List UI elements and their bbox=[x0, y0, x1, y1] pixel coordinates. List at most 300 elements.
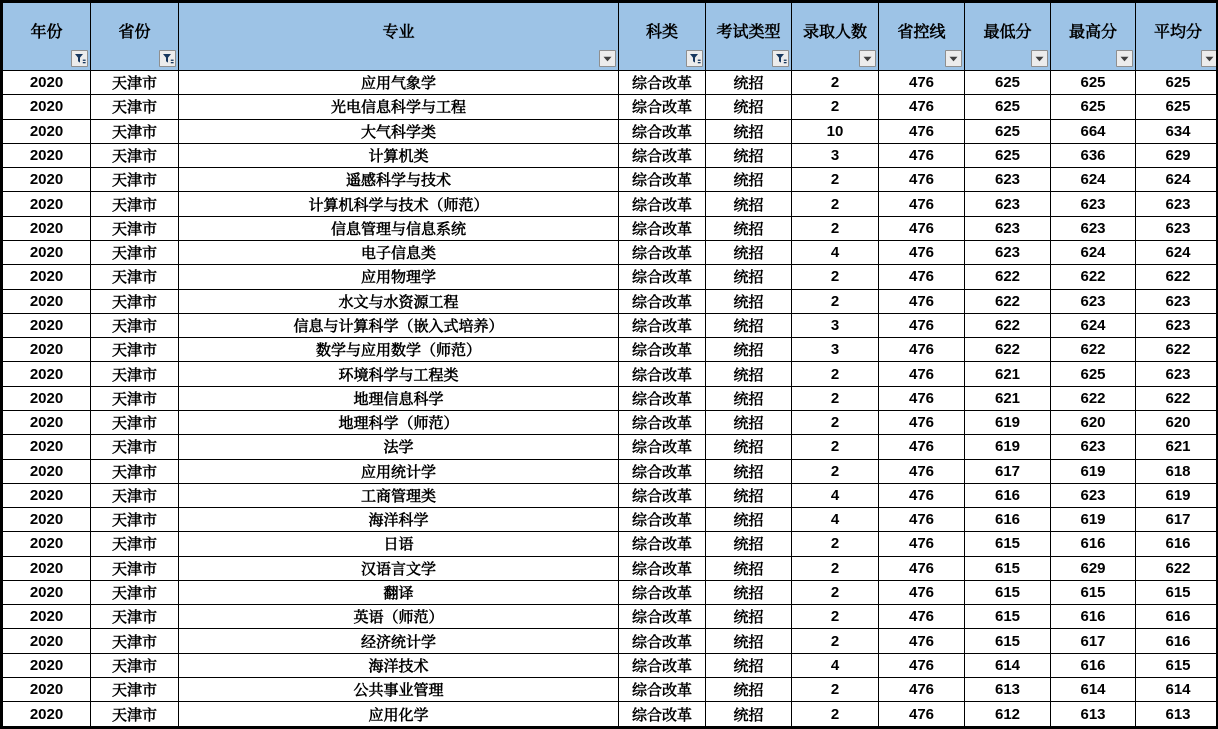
cell-admitted-count[interactable]: 2 bbox=[792, 556, 879, 580]
cell-province-control-line[interactable]: 476 bbox=[879, 629, 965, 653]
cell-major[interactable]: 应用气象学 bbox=[179, 71, 619, 95]
cell-province[interactable]: 天津市 bbox=[91, 71, 179, 95]
cell-exam-type[interactable]: 统招 bbox=[706, 168, 792, 192]
cell-subject-category[interactable]: 综合改革 bbox=[619, 119, 706, 143]
cell-min-score[interactable]: 623 bbox=[965, 168, 1051, 192]
cell-exam-type[interactable]: 统招 bbox=[706, 532, 792, 556]
cell-max-score[interactable]: 624 bbox=[1051, 240, 1136, 264]
cell-avg-score[interactable]: 623 bbox=[1136, 216, 1218, 240]
cell-subject-category[interactable]: 综合改革 bbox=[619, 410, 706, 434]
cell-max-score[interactable]: 619 bbox=[1051, 459, 1136, 483]
cell-avg-score[interactable]: 625 bbox=[1136, 71, 1218, 95]
cell-max-score[interactable]: 615 bbox=[1051, 580, 1136, 604]
cell-subject-category[interactable]: 综合改革 bbox=[619, 386, 706, 410]
cell-avg-score[interactable]: 617 bbox=[1136, 508, 1218, 532]
cell-min-score[interactable]: 623 bbox=[965, 192, 1051, 216]
cell-max-score[interactable]: 622 bbox=[1051, 386, 1136, 410]
column-header-label: 最低分 bbox=[983, 24, 1032, 41]
table-row bbox=[3, 71, 1218, 95]
cell-province-control-line[interactable]: 476 bbox=[879, 580, 965, 604]
cell-max-score[interactable]: 625 bbox=[1051, 362, 1136, 386]
cell-province-control-line[interactable]: 476 bbox=[879, 119, 965, 143]
cell-year[interactable]: 2020 bbox=[3, 216, 91, 240]
table-row bbox=[3, 168, 1218, 192]
table-body bbox=[3, 71, 1218, 727]
cell-max-score[interactable]: 625 bbox=[1051, 71, 1136, 95]
cell-admitted-count[interactable]: 2 bbox=[792, 95, 879, 119]
cell-subject-category[interactable]: 综合改革 bbox=[619, 265, 706, 289]
cell-subject-category[interactable]: 综合改革 bbox=[619, 605, 706, 629]
cell-major[interactable]: 工商管理类 bbox=[179, 483, 619, 507]
cell-avg-score[interactable]: 629 bbox=[1136, 143, 1218, 167]
year-filter-button[interactable] bbox=[71, 50, 88, 67]
cell-province[interactable]: 天津市 bbox=[91, 653, 179, 677]
cell-province[interactable]: 天津市 bbox=[91, 580, 179, 604]
cell-admitted-count[interactable]: 2 bbox=[792, 410, 879, 434]
cell-max-score[interactable]: 625 bbox=[1051, 95, 1136, 119]
cell-admitted-count[interactable]: 2 bbox=[792, 629, 879, 653]
cell-province[interactable]: 天津市 bbox=[91, 192, 179, 216]
cell-year[interactable]: 2020 bbox=[3, 410, 91, 434]
column-header-label: 最高分 bbox=[1068, 24, 1117, 41]
cell-min-score[interactable]: 621 bbox=[965, 362, 1051, 386]
cell-major[interactable]: 大气科学类 bbox=[179, 119, 619, 143]
cell-major[interactable]: 英语（师范） bbox=[179, 605, 619, 629]
cell-avg-score[interactable]: 616 bbox=[1136, 532, 1218, 556]
cell-province[interactable]: 天津市 bbox=[91, 532, 179, 556]
cell-year[interactable]: 2020 bbox=[3, 95, 91, 119]
cell-avg-score[interactable]: 615 bbox=[1136, 580, 1218, 604]
cell-admitted-count[interactable]: 2 bbox=[792, 71, 879, 95]
cell-max-score[interactable]: 616 bbox=[1051, 653, 1136, 677]
cell-max-score[interactable]: 616 bbox=[1051, 605, 1136, 629]
cell-min-score[interactable]: 625 bbox=[965, 143, 1051, 167]
cell-province[interactable]: 天津市 bbox=[91, 338, 179, 362]
cell-max-score[interactable]: 636 bbox=[1051, 143, 1136, 167]
cell-max-score[interactable]: 622 bbox=[1051, 265, 1136, 289]
cell-major[interactable]: 应用化学 bbox=[179, 702, 619, 727]
cell-subject-category[interactable]: 综合改革 bbox=[619, 629, 706, 653]
cell-min-score[interactable]: 614 bbox=[965, 653, 1051, 677]
cell-admitted-count[interactable]: 2 bbox=[792, 265, 879, 289]
cell-avg-score[interactable]: 622 bbox=[1136, 338, 1218, 362]
table-row bbox=[3, 95, 1218, 119]
cell-admitted-count[interactable]: 2 bbox=[792, 532, 879, 556]
cell-major[interactable]: 信息管理与信息系统 bbox=[179, 216, 619, 240]
cell-exam-type[interactable]: 统招 bbox=[706, 119, 792, 143]
cell-year[interactable]: 2020 bbox=[3, 313, 91, 337]
cell-avg-score[interactable]: 623 bbox=[1136, 313, 1218, 337]
cell-province[interactable]: 天津市 bbox=[91, 435, 179, 459]
table-row bbox=[3, 289, 1218, 313]
cell-province-control-line[interactable]: 476 bbox=[879, 678, 965, 702]
cell-province-control-line[interactable]: 476 bbox=[879, 435, 965, 459]
cell-province[interactable]: 天津市 bbox=[91, 410, 179, 434]
cell-province-control-line[interactable]: 476 bbox=[879, 338, 965, 362]
cell-subject-category[interactable]: 综合改革 bbox=[619, 435, 706, 459]
cell-major[interactable]: 应用物理学 bbox=[179, 265, 619, 289]
cell-min-score[interactable]: 612 bbox=[965, 702, 1051, 727]
cell-exam-type[interactable]: 统招 bbox=[706, 702, 792, 727]
cell-max-score[interactable]: 616 bbox=[1051, 532, 1136, 556]
cell-subject-category[interactable]: 综合改革 bbox=[619, 678, 706, 702]
cell-province-control-line[interactable]: 476 bbox=[879, 265, 965, 289]
cell-min-score[interactable]: 613 bbox=[965, 678, 1051, 702]
cell-min-score[interactable]: 615 bbox=[965, 605, 1051, 629]
cell-province[interactable]: 天津市 bbox=[91, 629, 179, 653]
cell-major[interactable]: 水文与水资源工程 bbox=[179, 289, 619, 313]
cell-admitted-count[interactable]: 2 bbox=[792, 362, 879, 386]
table-row bbox=[3, 143, 1218, 167]
cell-province[interactable]: 天津市 bbox=[91, 216, 179, 240]
cell-province[interactable]: 天津市 bbox=[91, 143, 179, 167]
cell-province[interactable]: 天津市 bbox=[91, 459, 179, 483]
cell-admitted-count[interactable]: 3 bbox=[792, 313, 879, 337]
cell-exam-type[interactable]: 统招 bbox=[706, 508, 792, 532]
cell-exam-type[interactable]: 统招 bbox=[706, 265, 792, 289]
cell-major[interactable]: 法学 bbox=[179, 435, 619, 459]
cell-major[interactable]: 地理信息科学 bbox=[179, 386, 619, 410]
cell-max-score[interactable]: 622 bbox=[1051, 338, 1136, 362]
table-row bbox=[3, 483, 1218, 507]
cell-year[interactable]: 2020 bbox=[3, 532, 91, 556]
cell-max-score[interactable]: 614 bbox=[1051, 678, 1136, 702]
cell-exam-type[interactable]: 统招 bbox=[706, 580, 792, 604]
cell-year[interactable]: 2020 bbox=[3, 629, 91, 653]
cell-major[interactable]: 计算机类 bbox=[179, 143, 619, 167]
cell-min-score[interactable]: 615 bbox=[965, 556, 1051, 580]
cell-avg-score[interactable]: 613 bbox=[1136, 702, 1218, 727]
cell-subject-category[interactable]: 综合改革 bbox=[619, 168, 706, 192]
cell-year[interactable]: 2020 bbox=[3, 605, 91, 629]
cell-max-score[interactable]: 624 bbox=[1051, 168, 1136, 192]
cell-max-score[interactable]: 619 bbox=[1051, 508, 1136, 532]
cell-subject-category[interactable]: 综合改革 bbox=[619, 459, 706, 483]
cell-year[interactable]: 2020 bbox=[3, 435, 91, 459]
cell-year[interactable]: 2020 bbox=[3, 168, 91, 192]
cell-exam-type[interactable]: 统招 bbox=[706, 192, 792, 216]
cell-major[interactable]: 海洋技术 bbox=[179, 653, 619, 677]
exam-type-filter-button[interactable] bbox=[772, 50, 789, 67]
cell-year[interactable]: 2020 bbox=[3, 143, 91, 167]
cell-exam-type[interactable]: 统招 bbox=[706, 240, 792, 264]
column-header-admitted-count bbox=[792, 3, 879, 71]
cell-admitted-count[interactable]: 2 bbox=[792, 459, 879, 483]
cell-subject-category[interactable]: 综合改革 bbox=[619, 702, 706, 727]
cell-year[interactable]: 2020 bbox=[3, 556, 91, 580]
cell-province[interactable]: 天津市 bbox=[91, 605, 179, 629]
cell-subject-category[interactable]: 综合改革 bbox=[619, 313, 706, 337]
cell-province[interactable]: 天津市 bbox=[91, 168, 179, 192]
cell-admitted-count[interactable]: 2 bbox=[792, 435, 879, 459]
table-row bbox=[3, 386, 1218, 410]
cell-admitted-count[interactable]: 4 bbox=[792, 508, 879, 532]
cell-province[interactable]: 天津市 bbox=[91, 678, 179, 702]
cell-province[interactable]: 天津市 bbox=[91, 240, 179, 264]
cell-min-score[interactable]: 615 bbox=[965, 629, 1051, 653]
cell-admitted-count[interactable]: 3 bbox=[792, 338, 879, 362]
cell-province[interactable]: 天津市 bbox=[91, 119, 179, 143]
cell-avg-score[interactable]: 621 bbox=[1136, 435, 1218, 459]
cell-province[interactable]: 天津市 bbox=[91, 265, 179, 289]
cell-year[interactable]: 2020 bbox=[3, 240, 91, 264]
cell-province-control-line[interactable]: 476 bbox=[879, 216, 965, 240]
cell-year[interactable]: 2020 bbox=[3, 338, 91, 362]
cell-max-score[interactable]: 623 bbox=[1051, 216, 1136, 240]
cell-year[interactable]: 2020 bbox=[3, 459, 91, 483]
cell-province-control-line[interactable]: 476 bbox=[879, 143, 965, 167]
cell-province-control-line[interactable]: 476 bbox=[879, 483, 965, 507]
cell-admitted-count[interactable]: 2 bbox=[792, 168, 879, 192]
cell-max-score[interactable]: 617 bbox=[1051, 629, 1136, 653]
cell-subject-category[interactable]: 综合改革 bbox=[619, 532, 706, 556]
cell-year[interactable]: 2020 bbox=[3, 119, 91, 143]
cell-min-score[interactable]: 621 bbox=[965, 386, 1051, 410]
cell-admitted-count[interactable]: 4 bbox=[792, 240, 879, 264]
cell-avg-score[interactable]: 620 bbox=[1136, 410, 1218, 434]
cell-admitted-count[interactable]: 2 bbox=[792, 580, 879, 604]
cell-min-score[interactable]: 623 bbox=[965, 216, 1051, 240]
cell-subject-category[interactable]: 综合改革 bbox=[619, 338, 706, 362]
cell-year[interactable]: 2020 bbox=[3, 289, 91, 313]
cell-avg-score[interactable]: 623 bbox=[1136, 362, 1218, 386]
cell-avg-score[interactable]: 625 bbox=[1136, 95, 1218, 119]
cell-max-score[interactable]: 624 bbox=[1051, 313, 1136, 337]
cell-exam-type[interactable]: 统招 bbox=[706, 95, 792, 119]
cell-max-score[interactable]: 613 bbox=[1051, 702, 1136, 727]
cell-subject-category[interactable]: 综合改革 bbox=[619, 192, 706, 216]
cell-max-score[interactable]: 623 bbox=[1051, 192, 1136, 216]
cell-subject-category[interactable]: 综合改革 bbox=[619, 556, 706, 580]
cell-exam-type[interactable]: 统招 bbox=[706, 459, 792, 483]
cell-province[interactable]: 天津市 bbox=[91, 483, 179, 507]
data-grid bbox=[2, 2, 1218, 727]
cell-max-score[interactable]: 623 bbox=[1051, 435, 1136, 459]
column-header-year bbox=[3, 3, 91, 71]
cell-year[interactable]: 2020 bbox=[3, 702, 91, 727]
cell-admitted-count[interactable]: 2 bbox=[792, 386, 879, 410]
cell-admitted-count[interactable]: 2 bbox=[792, 289, 879, 313]
cell-exam-type[interactable]: 统招 bbox=[706, 216, 792, 240]
cell-min-score[interactable]: 617 bbox=[965, 459, 1051, 483]
cell-province-control-line[interactable]: 476 bbox=[879, 71, 965, 95]
cell-max-score[interactable]: 620 bbox=[1051, 410, 1136, 434]
cell-subject-category[interactable]: 综合改革 bbox=[619, 362, 706, 386]
cell-avg-score[interactable]: 616 bbox=[1136, 629, 1218, 653]
cell-major[interactable]: 海洋科学 bbox=[179, 508, 619, 532]
cell-exam-type[interactable]: 统招 bbox=[706, 483, 792, 507]
cell-min-score[interactable]: 625 bbox=[965, 119, 1051, 143]
cell-year[interactable]: 2020 bbox=[3, 483, 91, 507]
cell-exam-type[interactable]: 统招 bbox=[706, 386, 792, 410]
cell-avg-score[interactable]: 619 bbox=[1136, 483, 1218, 507]
cell-subject-category[interactable]: 综合改革 bbox=[619, 289, 706, 313]
cell-min-score[interactable]: 622 bbox=[965, 338, 1051, 362]
avg-score-filter-button[interactable] bbox=[1201, 50, 1218, 67]
cell-major[interactable]: 遥感科学与技术 bbox=[179, 168, 619, 192]
major-filter-button[interactable] bbox=[599, 50, 616, 67]
cell-avg-score[interactable]: 616 bbox=[1136, 605, 1218, 629]
cell-province-control-line[interactable]: 476 bbox=[879, 313, 965, 337]
cell-major[interactable]: 信息与计算科学（嵌入式培养） bbox=[179, 313, 619, 337]
cell-exam-type[interactable]: 统招 bbox=[706, 435, 792, 459]
table-row bbox=[3, 362, 1218, 386]
cell-exam-type[interactable]: 统招 bbox=[706, 629, 792, 653]
cell-min-score[interactable]: 625 bbox=[965, 95, 1051, 119]
cell-major[interactable]: 经济统计学 bbox=[179, 629, 619, 653]
cell-province-control-line[interactable]: 476 bbox=[879, 459, 965, 483]
cell-admitted-count[interactable]: 4 bbox=[792, 653, 879, 677]
cell-avg-score[interactable]: 624 bbox=[1136, 240, 1218, 264]
cell-avg-score[interactable]: 622 bbox=[1136, 386, 1218, 410]
cell-year[interactable]: 2020 bbox=[3, 508, 91, 532]
cell-subject-category[interactable]: 综合改革 bbox=[619, 508, 706, 532]
cell-major[interactable]: 电子信息类 bbox=[179, 240, 619, 264]
cell-admitted-count[interactable]: 4 bbox=[792, 483, 879, 507]
cell-province-control-line[interactable]: 476 bbox=[879, 362, 965, 386]
cell-subject-category[interactable]: 综合改革 bbox=[619, 143, 706, 167]
cell-year[interactable]: 2020 bbox=[3, 386, 91, 410]
cell-year[interactable]: 2020 bbox=[3, 678, 91, 702]
cell-subject-category[interactable]: 综合改革 bbox=[619, 580, 706, 604]
cell-avg-score[interactable]: 623 bbox=[1136, 192, 1218, 216]
cell-min-score[interactable]: 619 bbox=[965, 435, 1051, 459]
cell-major[interactable]: 环境科学与工程类 bbox=[179, 362, 619, 386]
cell-avg-score[interactable]: 618 bbox=[1136, 459, 1218, 483]
min-score-filter-button[interactable] bbox=[1031, 50, 1048, 67]
cell-province[interactable]: 天津市 bbox=[91, 386, 179, 410]
cell-exam-type[interactable]: 统招 bbox=[706, 362, 792, 386]
cell-max-score[interactable]: 623 bbox=[1051, 289, 1136, 313]
cell-province-control-line[interactable]: 476 bbox=[879, 532, 965, 556]
cell-subject-category[interactable]: 综合改革 bbox=[619, 483, 706, 507]
cell-province-control-line[interactable]: 476 bbox=[879, 240, 965, 264]
cell-province-control-line[interactable]: 476 bbox=[879, 556, 965, 580]
cell-exam-type[interactable]: 统招 bbox=[706, 289, 792, 313]
column-header-subject-category bbox=[619, 3, 706, 71]
cell-year[interactable]: 2020 bbox=[3, 71, 91, 95]
cell-exam-type[interactable]: 统招 bbox=[706, 678, 792, 702]
cell-admitted-count[interactable]: 10 bbox=[792, 119, 879, 143]
cell-avg-score[interactable]: 624 bbox=[1136, 168, 1218, 192]
cell-province[interactable]: 天津市 bbox=[91, 313, 179, 337]
cell-min-score[interactable]: 623 bbox=[965, 240, 1051, 264]
cell-province[interactable]: 天津市 bbox=[91, 289, 179, 313]
cell-province-control-line[interactable]: 476 bbox=[879, 192, 965, 216]
cell-min-score[interactable]: 622 bbox=[965, 289, 1051, 313]
cell-major[interactable]: 翻译 bbox=[179, 580, 619, 604]
cell-avg-score[interactable]: 622 bbox=[1136, 265, 1218, 289]
cell-exam-type[interactable]: 统招 bbox=[706, 653, 792, 677]
cell-major[interactable]: 数学与应用数学（师范） bbox=[179, 338, 619, 362]
cell-admitted-count[interactable]: 2 bbox=[792, 192, 879, 216]
cell-province[interactable]: 天津市 bbox=[91, 362, 179, 386]
cell-year[interactable]: 2020 bbox=[3, 653, 91, 677]
cell-subject-category[interactable]: 综合改革 bbox=[619, 653, 706, 677]
cell-subject-category[interactable]: 综合改革 bbox=[619, 95, 706, 119]
cell-avg-score[interactable]: 622 bbox=[1136, 556, 1218, 580]
cell-major[interactable]: 应用统计学 bbox=[179, 459, 619, 483]
cell-province-control-line[interactable]: 476 bbox=[879, 702, 965, 727]
cell-avg-score[interactable]: 623 bbox=[1136, 289, 1218, 313]
cell-exam-type[interactable]: 统招 bbox=[706, 338, 792, 362]
cell-admitted-count[interactable]: 3 bbox=[792, 143, 879, 167]
cell-admitted-count[interactable]: 2 bbox=[792, 605, 879, 629]
province-control-line-filter-button[interactable] bbox=[945, 50, 962, 67]
cell-exam-type[interactable]: 统招 bbox=[706, 313, 792, 337]
cell-avg-score[interactable]: 614 bbox=[1136, 678, 1218, 702]
cell-major[interactable]: 计算机科学与技术（师范） bbox=[179, 192, 619, 216]
cell-province-control-line[interactable]: 476 bbox=[879, 653, 965, 677]
table-row bbox=[3, 338, 1218, 362]
cell-min-score[interactable]: 622 bbox=[965, 265, 1051, 289]
cell-province-control-line[interactable]: 476 bbox=[879, 508, 965, 532]
cell-min-score[interactable]: 616 bbox=[965, 483, 1051, 507]
cell-exam-type[interactable]: 统招 bbox=[706, 605, 792, 629]
cell-avg-score[interactable]: 615 bbox=[1136, 653, 1218, 677]
cell-subject-category[interactable]: 综合改革 bbox=[619, 71, 706, 95]
cell-exam-type[interactable]: 统招 bbox=[706, 143, 792, 167]
cell-admitted-count[interactable]: 2 bbox=[792, 702, 879, 727]
cell-year[interactable]: 2020 bbox=[3, 265, 91, 289]
cell-major[interactable]: 汉语言文学 bbox=[179, 556, 619, 580]
cell-major[interactable]: 地理科学（师范） bbox=[179, 410, 619, 434]
cell-province-control-line[interactable]: 476 bbox=[879, 410, 965, 434]
cell-admitted-count[interactable]: 2 bbox=[792, 678, 879, 702]
cell-min-score[interactable]: 622 bbox=[965, 313, 1051, 337]
cell-subject-category[interactable]: 综合改革 bbox=[619, 240, 706, 264]
column-header-label: 专业 bbox=[382, 24, 415, 41]
cell-max-score[interactable]: 664 bbox=[1051, 119, 1136, 143]
cell-min-score[interactable]: 619 bbox=[965, 410, 1051, 434]
cell-province-control-line[interactable]: 476 bbox=[879, 289, 965, 313]
chevron-down-icon bbox=[1120, 56, 1129, 62]
cell-min-score[interactable]: 615 bbox=[965, 532, 1051, 556]
subject-category-filter-button[interactable] bbox=[686, 50, 703, 67]
cell-year[interactable]: 2020 bbox=[3, 192, 91, 216]
max-score-filter-button[interactable] bbox=[1116, 50, 1133, 67]
cell-exam-type[interactable]: 统招 bbox=[706, 410, 792, 434]
province-filter-button[interactable] bbox=[159, 50, 176, 67]
cell-major[interactable]: 光电信息科学与工程 bbox=[179, 95, 619, 119]
cell-province-control-line[interactable]: 476 bbox=[879, 95, 965, 119]
table-row bbox=[3, 459, 1218, 483]
cell-max-score[interactable]: 629 bbox=[1051, 556, 1136, 580]
cell-province[interactable]: 天津市 bbox=[91, 508, 179, 532]
cell-year[interactable]: 2020 bbox=[3, 362, 91, 386]
cell-major[interactable]: 日语 bbox=[179, 532, 619, 556]
cell-max-score[interactable]: 623 bbox=[1051, 483, 1136, 507]
cell-province[interactable]: 天津市 bbox=[91, 556, 179, 580]
cell-province[interactable]: 天津市 bbox=[91, 702, 179, 727]
cell-exam-type[interactable]: 统招 bbox=[706, 556, 792, 580]
admitted-count-filter-button[interactable] bbox=[859, 50, 876, 67]
cell-min-score[interactable]: 625 bbox=[965, 71, 1051, 95]
column-header-label: 省控线 bbox=[897, 24, 946, 41]
cell-subject-category[interactable]: 综合改革 bbox=[619, 216, 706, 240]
cell-major[interactable]: 公共事业管理 bbox=[179, 678, 619, 702]
cell-admitted-count[interactable]: 2 bbox=[792, 216, 879, 240]
cell-min-score[interactable]: 616 bbox=[965, 508, 1051, 532]
cell-province-control-line[interactable]: 476 bbox=[879, 168, 965, 192]
cell-avg-score[interactable]: 634 bbox=[1136, 119, 1218, 143]
cell-min-score[interactable]: 615 bbox=[965, 580, 1051, 604]
cell-year[interactable]: 2020 bbox=[3, 580, 91, 604]
cell-exam-type[interactable]: 统招 bbox=[706, 71, 792, 95]
cell-province-control-line[interactable]: 476 bbox=[879, 386, 965, 410]
cell-province-control-line[interactable]: 476 bbox=[879, 605, 965, 629]
cell-province[interactable]: 天津市 bbox=[91, 95, 179, 119]
